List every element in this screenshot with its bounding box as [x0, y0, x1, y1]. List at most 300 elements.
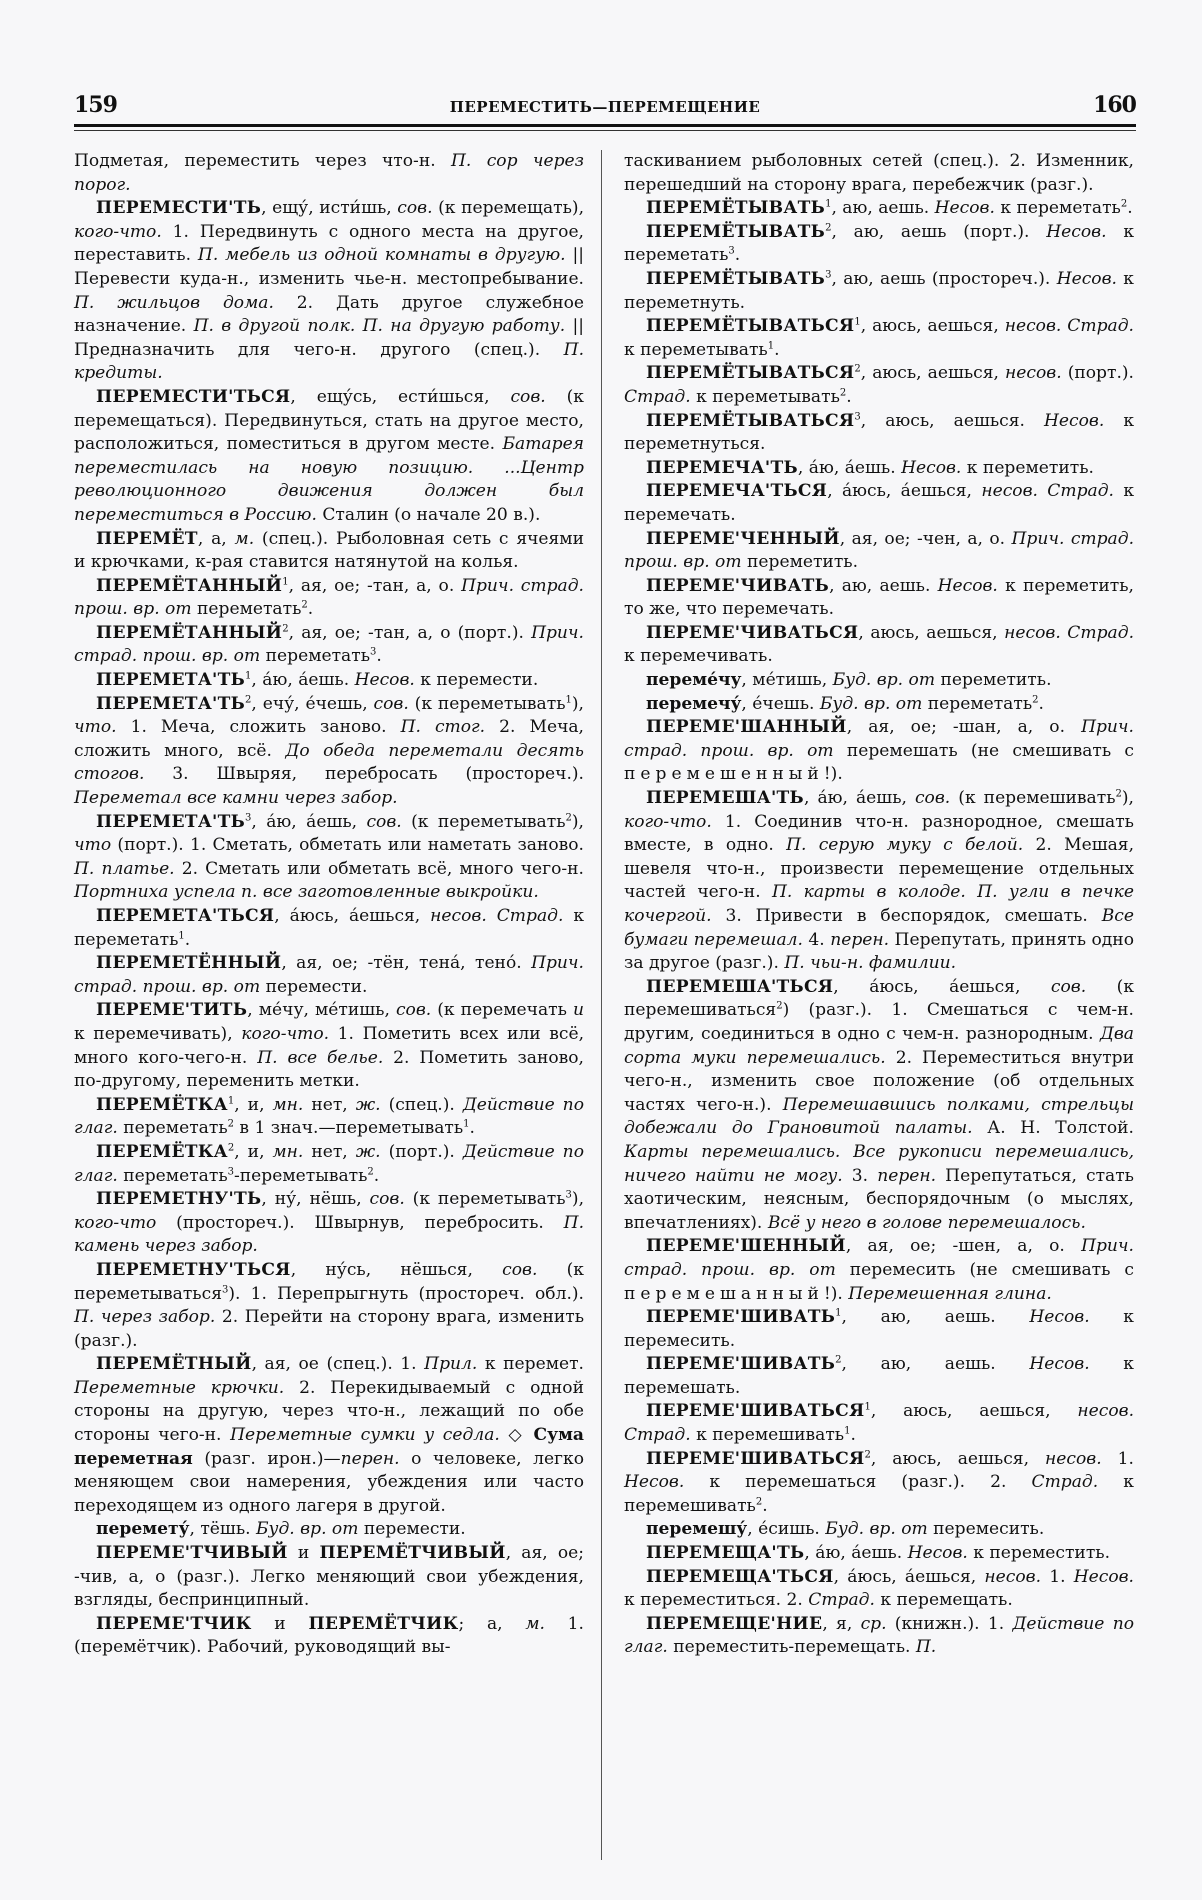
italic-text: перен.	[877, 1165, 937, 1186]
homonym-index: 2	[1032, 693, 1039, 705]
dictionary-entry	[624, 693, 1134, 717]
italic-text: П. жильцов дома.	[74, 292, 274, 313]
homonym-index: 1	[825, 198, 832, 210]
entry-text: .	[307, 599, 314, 620]
italic-text: сов.	[369, 1189, 405, 1210]
italic-text: несов.	[1005, 363, 1062, 384]
entry-text: Подметая, переместить через что-н.	[74, 151, 452, 171]
headword: ПЕРЕМЕ'ТЧИВЫЙ	[96, 1543, 288, 1564]
homonym-index: 1	[854, 316, 861, 328]
headword: ПЕРЕМЕТНУ'ТЬСЯ	[96, 1259, 291, 1280]
entry-text: (разг. ирон.)—	[192, 1448, 341, 1469]
italic-text: ж.	[355, 1141, 381, 1162]
headword: ПЕРЕМЁТКА	[96, 1141, 228, 1162]
entry-text: в 1 знач.—переметывать	[234, 1118, 464, 1139]
header-rule-thin	[74, 130, 1136, 131]
italic-text: Несов.	[937, 575, 998, 596]
entry-text: к перемет.	[477, 1354, 584, 1375]
italic-text: Несов.	[624, 1472, 685, 1493]
entry-text: ),	[571, 811, 584, 832]
italic-text: Переметные сумки у седла.	[230, 1425, 500, 1446]
entry-text: к переметнуться.	[624, 410, 1134, 455]
italic-text: что.	[74, 717, 117, 738]
entry-text: .	[373, 1165, 380, 1186]
entry-text: (к перемещаться). Передвинуться, стать на другое место, расположиться, поместиться в другом месте.	[74, 386, 584, 455]
entry-text: к переметнуть.	[624, 268, 1134, 313]
italic-text: П. платье.	[74, 858, 175, 879]
entry-text: (к перемещать),	[432, 198, 585, 219]
italic-text: сов.	[373, 693, 409, 714]
headword: ПЕРЕМЁТНЫЙ	[96, 1354, 252, 1375]
entry-text: , ая, ое; -тан, а, о.	[288, 575, 462, 596]
italic-text: П. стог.	[400, 717, 486, 738]
dictionary-entry	[74, 622, 584, 669]
entry-text: переметать	[260, 646, 371, 667]
italic-text: П. мебель из одной комнаты в другую.	[197, 245, 566, 266]
italic-text: мн.	[272, 1094, 304, 1115]
entry-text: , и,	[234, 1141, 273, 1162]
homonym-index: 1	[282, 576, 289, 587]
entry-text: к перемести.	[414, 670, 539, 691]
italic-text: Буд. вр. от	[819, 693, 923, 714]
dictionary-entry	[74, 528, 584, 575]
italic-text: и	[572, 1000, 584, 1021]
entry-text: 2. Пометить заново, по-другому, переменить метки.	[74, 1047, 584, 1092]
italic-text: П.	[915, 1637, 937, 1658]
headword: ПЕРЕМЕТЁННЫЙ	[96, 953, 282, 974]
dictionary-entry	[624, 1448, 1134, 1519]
entry-text: , аюсь, аешься,	[870, 1401, 1078, 1422]
dictionary-entry	[624, 362, 1134, 409]
entry-text: 2. Перейти на сторону врага, изменить (разг.).	[74, 1307, 584, 1351]
entry-text: , а́ю, а́ешь.	[797, 457, 902, 478]
entry-text: к переместить.	[967, 1543, 1111, 1564]
headword: ПЕРЕМЕША'ТЬСЯ	[646, 976, 834, 997]
dictionary-entry	[74, 1259, 584, 1353]
entry-text: перемесить (не смешивать с	[835, 1259, 1134, 1280]
dictionary-entry	[624, 1542, 1134, 1566]
entry-text: 2. Сметать или обметать всё, много чего-н.	[174, 858, 584, 879]
entry-text: , ечу́, е́чешь,	[251, 693, 374, 714]
italic-text: Прил.	[424, 1354, 478, 1375]
dictionary-entry	[624, 976, 1134, 1236]
italic-text: кого-что.	[624, 811, 712, 832]
entry-text: к переметать	[74, 906, 585, 950]
italic-text: П. карты в колоде. П. угли в печке кочергой.	[624, 882, 1134, 926]
italic-text: кого-что	[74, 1212, 157, 1233]
entry-text: (к переметывать	[408, 693, 566, 714]
italic-text: несов. Страд.	[430, 906, 564, 926]
entry-text: , е́чешь.	[741, 693, 820, 714]
italic-text: кого-что.	[241, 1023, 330, 1044]
italic-text: Несов.	[1029, 1354, 1090, 1375]
homonym-index: 2	[755, 1496, 763, 1508]
entry-text: (спец.). Рыболовная сеть с ячеями и крючками, к-рая ставится натянутой на колья.	[74, 528, 584, 573]
dictionary-entry	[74, 575, 584, 622]
italic-text: Прич. страд. прош. вр. от	[624, 1236, 1134, 1280]
dictionary-entry	[624, 575, 1134, 622]
italic-text: что	[74, 835, 112, 856]
entry-text: переместить-перемещать.	[667, 1637, 916, 1658]
dictionary-entry	[624, 197, 1134, 221]
dictionary-entry	[624, 1566, 1134, 1613]
entry-text: А. Н. Толстой.	[972, 1118, 1134, 1139]
entry-text: , ещу́, исти́шь,	[261, 198, 398, 219]
entry-text: к перемечивать.	[624, 646, 773, 667]
entry-text: .	[850, 1425, 856, 1446]
dictionary-entry	[624, 315, 1134, 362]
entry-text: ) (разг.). 1. Смешаться с чем-н. другим, соединиться в одно с чем-н. разнородным.	[624, 1000, 1134, 1044]
entry-text: 1.	[1101, 1448, 1134, 1469]
entry-text: перемешать (не смешивать с	[833, 740, 1134, 761]
entry-text: , ме́чу, ме́тишь,	[247, 1000, 396, 1021]
dictionary-entry	[74, 197, 584, 386]
italic-text: Несов.	[1073, 1566, 1134, 1587]
homonym-index: 3	[370, 646, 377, 658]
running-head: ПЕРЕМЕСТИТЬ—ПЕРЕМЕЩЕНИЕ	[449, 98, 761, 116]
headword: перемешу́	[646, 1519, 748, 1540]
italic-text: сов.	[397, 198, 433, 219]
homonym-index: 2	[854, 363, 861, 375]
italic-text: Буд. вр. от	[825, 1519, 928, 1540]
italic-text: несов.	[1045, 1448, 1102, 1469]
italic-text: м.	[525, 1613, 545, 1634]
dictionary-entry	[74, 905, 584, 952]
entry-text: к перемешаться (разг.). 2.	[684, 1472, 1032, 1493]
italic-text: кого-что.	[74, 221, 162, 242]
entry-text: к перемесить.	[624, 1307, 1134, 1351]
homonym-index: 2	[367, 1165, 374, 1177]
dictionary-entry	[74, 1613, 584, 1660]
italic-text: Всё у него в голове перемешалось.	[767, 1212, 1086, 1233]
entry-text: к переметить, то же, что перемечать.	[624, 575, 1134, 620]
entry-text: переметать	[191, 599, 302, 620]
italic-text: Карты перемешались. Все рукописи перемешались, ничего найти не могу.	[624, 1141, 1134, 1186]
entry-text: , аюсь, аешься.	[860, 410, 1044, 431]
entry-text: перемесить.	[927, 1519, 1045, 1540]
entry-text: !).	[823, 1283, 849, 1304]
headword: ПЕРЕМЕТНУ'ТЬ	[96, 1189, 262, 1210]
headword: ПЕРЕМЁТЫВАТЬ	[646, 221, 826, 242]
headword: ПЕРЕМЕЧА'ТЬ	[646, 457, 798, 478]
entry-text: (книжн.). 1.	[886, 1613, 1013, 1634]
homonym-index: 2	[1115, 788, 1122, 800]
entry-text: , ну́, нёшь,	[261, 1189, 370, 1210]
dictionary-entry	[624, 268, 1134, 315]
entry-text: , аю, аешь (простореч.).	[831, 268, 1057, 289]
italic-text: Переметал все камни через забор.	[74, 788, 398, 809]
italic-text: Несов.	[354, 670, 415, 691]
entry-text: (к переметывать	[404, 1189, 566, 1210]
entry-text: (порт.).	[1061, 363, 1134, 384]
headword: ПЕРЕМЁТЫВАТЬ	[646, 198, 826, 219]
entry-text: , ая, ое; -тён, тена́, тено́.	[281, 953, 532, 974]
entry-text: , а́ю, а́ешь,	[251, 811, 367, 832]
homonym-index: 2	[776, 1000, 783, 1012]
entry-text: 1.	[1041, 1566, 1074, 1587]
entry-text: перемешанный	[624, 1283, 824, 1304]
homonym-index: 2	[227, 1118, 234, 1130]
homonym-index: 1	[245, 670, 252, 682]
italic-text: Несов.	[1043, 410, 1105, 431]
entry-text: , а,	[197, 528, 235, 549]
entry-text: перемести.	[260, 976, 368, 997]
entry-text: ),	[571, 1189, 585, 1210]
entry-text: -переметывать	[234, 1165, 368, 1186]
italic-text: Несов.	[901, 457, 962, 478]
entry-text: (порт.).	[380, 1141, 463, 1162]
italic-text: Портниха успела п. все заготовленные выкройки.	[74, 882, 539, 903]
italic-text: До обеда переметали десять стогов.	[74, 740, 584, 785]
headword: ПЕРЕМЕЩА'ТЬСЯ	[646, 1566, 834, 1587]
italic-text: Страд.	[808, 1590, 875, 1611]
entry-text: , ая, ое (спец.). 1.	[251, 1354, 425, 1375]
italic-text: Буд. вр. от	[256, 1519, 359, 1540]
dictionary-entry	[624, 410, 1134, 457]
homonym-index: 3	[565, 1189, 572, 1201]
dictionary-entry	[624, 622, 1134, 669]
italic-text: Несов.	[1029, 1307, 1090, 1328]
italic-text: Прич. страд. прош. вр. от	[74, 953, 584, 997]
headword: ПЕРЕМЁТЫВАТЬСЯ	[646, 316, 855, 337]
dictionary-entry	[74, 693, 584, 811]
entry-text: , аю, аешь (порт.).	[831, 221, 1047, 242]
italic-text: несов. Страд.	[1004, 316, 1134, 337]
entry-text: Перепутаться, стать хаотическим, неясным, беспорядочным (о мыслях, впечатлениях).	[624, 1165, 1134, 1233]
entry-text: к перемечать.	[624, 481, 1135, 525]
homonym-index: 2	[825, 222, 832, 234]
entry-text: 1. (перемётчик). Рабочий, руководящий вы-	[74, 1613, 584, 1658]
entry-text: !).	[823, 764, 843, 785]
headword: ПЕРЕМЕ'ТЧИК	[96, 1613, 252, 1634]
entry-text: .	[734, 245, 741, 266]
dictionary-entry	[74, 386, 584, 528]
entry-text: 3.	[842, 1165, 878, 1186]
headword: ПЕРЕМЕША'ТЬ	[646, 788, 804, 809]
entry-text: ; а,	[458, 1613, 526, 1634]
dictionary-entry	[624, 716, 1134, 787]
entry-text: к переметить.	[961, 457, 1094, 478]
italic-text: П. камень через забор.	[74, 1212, 584, 1257]
headword: ПЕРЕМЕ'ШИВАТЬ	[646, 1354, 836, 1375]
entry-text: ),	[571, 693, 584, 714]
entry-text: 1. Передвинуть с одного места на другое, переставить.	[74, 221, 584, 266]
italic-text: Страд.	[624, 386, 691, 407]
italic-text: перен.	[830, 929, 890, 950]
entry-text: .	[469, 1118, 475, 1139]
headword: ПЕРЕМЕ'ШИВАТЬ	[646, 1307, 836, 1328]
entry-text: 2. Меча, сложить много, всё.	[74, 717, 584, 761]
entry-text: 2. Дать другое служебное назначение.	[74, 292, 584, 337]
headword: ПЕРЕМЕТА'ТЬ	[96, 693, 246, 714]
entry-text: ). 1. Перепрыгнуть (простореч. обл.).	[228, 1283, 584, 1304]
entry-text: , ну́сь, нёшься,	[290, 1259, 503, 1280]
entry-text: (к переметывать	[401, 811, 566, 832]
entry-text: ),	[1121, 788, 1134, 809]
dictionary-entry	[624, 1306, 1134, 1353]
italic-text: сов.	[1050, 976, 1087, 997]
italic-text: П. серую муку с белой.	[786, 835, 1024, 856]
italic-text: Батарея переместилась на новую позицию. ...Центр революционного движения должен был переместиться в Россию.	[74, 434, 584, 525]
dictionary-entry	[624, 1400, 1134, 1447]
italic-text: сов.	[366, 811, 402, 832]
entry-text: , а́юсь, а́ешься,	[274, 906, 431, 926]
entry-text: , ая, ое; -шан, а, о.	[846, 717, 1082, 738]
page-number-left: 159	[74, 92, 117, 118]
headword: ПЕРЕМЕЩЕ'НИЕ	[646, 1613, 823, 1634]
entry-text: 4.	[802, 929, 831, 950]
entry-text: , а́ю, а́ешь.	[251, 670, 355, 691]
entry-text: переметать	[922, 693, 1033, 714]
italic-text: Страд.	[1031, 1472, 1099, 1493]
dictionary-entry	[74, 1353, 584, 1518]
dictionary-entry	[74, 1518, 584, 1542]
italic-text: мн.	[272, 1141, 304, 1162]
entry-text: (к переметываться	[74, 1259, 584, 1304]
entry-text: , я,	[822, 1613, 861, 1634]
entry-text: .	[184, 929, 191, 950]
entry-text: , и,	[234, 1094, 273, 1115]
entry-text: , ме́тишь,	[741, 670, 833, 691]
dictionary-entry	[624, 787, 1134, 976]
column-divider	[601, 150, 602, 1860]
italic-text: П. все белье.	[257, 1047, 384, 1068]
entry-text: к перемещать.	[874, 1590, 1013, 1611]
entry-text: нет,	[303, 1141, 356, 1162]
entry-text: .	[762, 1495, 768, 1516]
headword: ПЕРЕМЁТЧИВЫЙ	[319, 1543, 506, 1564]
italic-text: перен.	[340, 1448, 400, 1469]
headword: ПЕРЕМЕ'ЧИВАТЬ	[646, 575, 830, 596]
entry-text: , аю, аешь.	[841, 1354, 1030, 1375]
headword: переме́чу	[646, 670, 742, 691]
entry-text: , аюсь, аешься,	[860, 316, 1005, 337]
headword: ПЕРЕМЕ'ШЕННЫЙ	[646, 1236, 846, 1257]
dictionary-entry	[624, 1518, 1134, 1542]
entry-text: переметить.	[935, 670, 1052, 691]
headword: перемечу́	[646, 693, 742, 714]
entry-text: и	[287, 1543, 320, 1564]
entry-text: к переметать	[624, 221, 1135, 266]
entry-text: , ещу́сь, ести́шься,	[290, 386, 511, 407]
italic-text: сов.	[502, 1259, 538, 1280]
italic-text: П. в другой полк. П. на другую работу.	[193, 316, 566, 337]
entry-text: Перепутать, принять одно за другое (разг.).	[624, 929, 1134, 974]
entry-text: переметать	[117, 1118, 228, 1139]
homonym-index: 2	[301, 599, 308, 611]
italic-text: Прич. страд. прош. вр. от	[74, 575, 584, 620]
entry-text: .	[1127, 198, 1133, 219]
italic-text: П. кредиты.	[74, 339, 584, 384]
entry-text: , тёшь.	[189, 1519, 256, 1540]
dictionary-entry	[624, 1235, 1134, 1306]
entry-text: к перемешивать	[690, 1425, 845, 1446]
entry-text: ◇	[499, 1425, 534, 1446]
entry-text: (к перемешиваться	[624, 976, 1134, 1021]
headword: ПЕРЕМЕТА'ТЬ	[96, 811, 246, 832]
homonym-index: 2	[835, 1354, 842, 1366]
headword: ПЕРЕМЁТЫВАТЬСЯ	[646, 363, 855, 384]
page-number-right: 160	[1093, 92, 1136, 118]
dictionary-entry	[74, 150, 584, 197]
headword: ПЕРЕМЕТА'ТЬСЯ	[96, 906, 275, 926]
dictionary-entry	[74, 1094, 584, 1141]
headword: ПЕРЕМЁТАННЫЙ	[96, 622, 283, 643]
entry-text: , ая, ое; -чив, а, о (разг.). Легко меняющий свои убеждения, взгляды, беспринципный.	[74, 1543, 584, 1611]
entry-text: .	[774, 339, 780, 360]
italic-text: П. сор через порог.	[74, 151, 584, 195]
entry-text: , а́юсь, а́ешься,	[833, 1566, 985, 1587]
entry-text: к переметать	[994, 198, 1121, 219]
homonym-index: 3	[245, 811, 252, 823]
entry-text: (к перемечать	[431, 1000, 573, 1021]
italic-text: Прич. страд. прош. вр. от	[624, 528, 1134, 573]
entry-text: перемести.	[358, 1519, 466, 1540]
italic-text: Несов.	[1046, 221, 1107, 242]
entry-text: (порт.). 1. Сметать, обметать или наметать заново.	[111, 835, 584, 856]
dictionary-entry	[624, 669, 1134, 693]
italic-text: Несов.	[1056, 268, 1117, 289]
entry-text: , аюсь, аешься,	[858, 622, 1005, 643]
italic-text: Перемешавшись полками, стрельцы добежали до Грановитой палаты.	[624, 1094, 1135, 1139]
italic-text: Действие по глаг.	[74, 1094, 584, 1139]
homonym-index: 3	[227, 1165, 234, 1177]
entry-text: (к перемешивать	[950, 788, 1116, 809]
homonym-index: 3	[221, 1283, 229, 1295]
italic-text: П. чьи-н. фамилии.	[784, 953, 957, 974]
headword: ПЕРЕМЕ'ШАННЫЙ	[646, 717, 847, 738]
homonym-index: 1	[864, 1401, 871, 1413]
entry-text: к перемешивать	[624, 1472, 1134, 1516]
homonym-index: 3	[825, 269, 832, 281]
page-header	[74, 92, 1136, 122]
entry-text: 1. Соединив что-н. разнородное, смешать вместе, в одно.	[624, 811, 1134, 856]
entry-text: нет,	[303, 1094, 356, 1115]
homonym-index: 1	[835, 1307, 842, 1319]
italic-text: Переметные крючки.	[74, 1377, 285, 1398]
left-column	[74, 150, 584, 1660]
entry-text: , аю, аешь.	[829, 575, 938, 596]
dictionary-entry	[624, 221, 1134, 268]
homonym-index: 2	[245, 693, 252, 705]
italic-text: П. через забор.	[74, 1307, 216, 1328]
entry-text: , а́ю, а́ешь.	[804, 1543, 908, 1564]
entry-text: к перемечивать),	[74, 1023, 242, 1044]
dictionary-entry	[74, 999, 584, 1093]
entry-text: || Предназначить для чего-н. другого (спец.).	[74, 316, 584, 360]
entry-text: к переметывать	[624, 339, 768, 360]
dictionary-entry	[624, 150, 1134, 197]
entry-text: , аюсь, аешься,	[870, 1448, 1046, 1469]
italic-text: несов. Страд.	[1004, 622, 1134, 643]
italic-text: ж.	[355, 1094, 381, 1115]
entry-text: , а́юсь, а́ешься,	[827, 481, 982, 502]
headword: ПЕРЕМЁТ	[96, 528, 198, 549]
entry-text: , аюсь, аешься,	[860, 363, 1006, 384]
homonym-index: 3	[728, 245, 735, 257]
italic-text: Два сорта муки перемешались.	[624, 1023, 1134, 1068]
dictionary-entry	[624, 480, 1134, 527]
headword: ПЕРЕМЕ'ТИТЬ	[96, 1000, 248, 1021]
homonym-index: 2	[864, 1448, 871, 1460]
entry-text: , а́ю, а́ешь,	[803, 788, 915, 809]
italic-text: сов.	[395, 1000, 432, 1021]
entry-text: к перемешать.	[624, 1354, 1134, 1398]
headword: ПЕРЕМЕ'ЧЕННЫЙ	[646, 528, 840, 549]
entry-text: 2. Переместиться внутри чего-н., изменить свое положение (об отдельных частях чего-н.).	[624, 1047, 1134, 1115]
italic-text: несов. Страд.	[624, 1401, 1134, 1446]
homonym-index: 3	[854, 410, 861, 422]
